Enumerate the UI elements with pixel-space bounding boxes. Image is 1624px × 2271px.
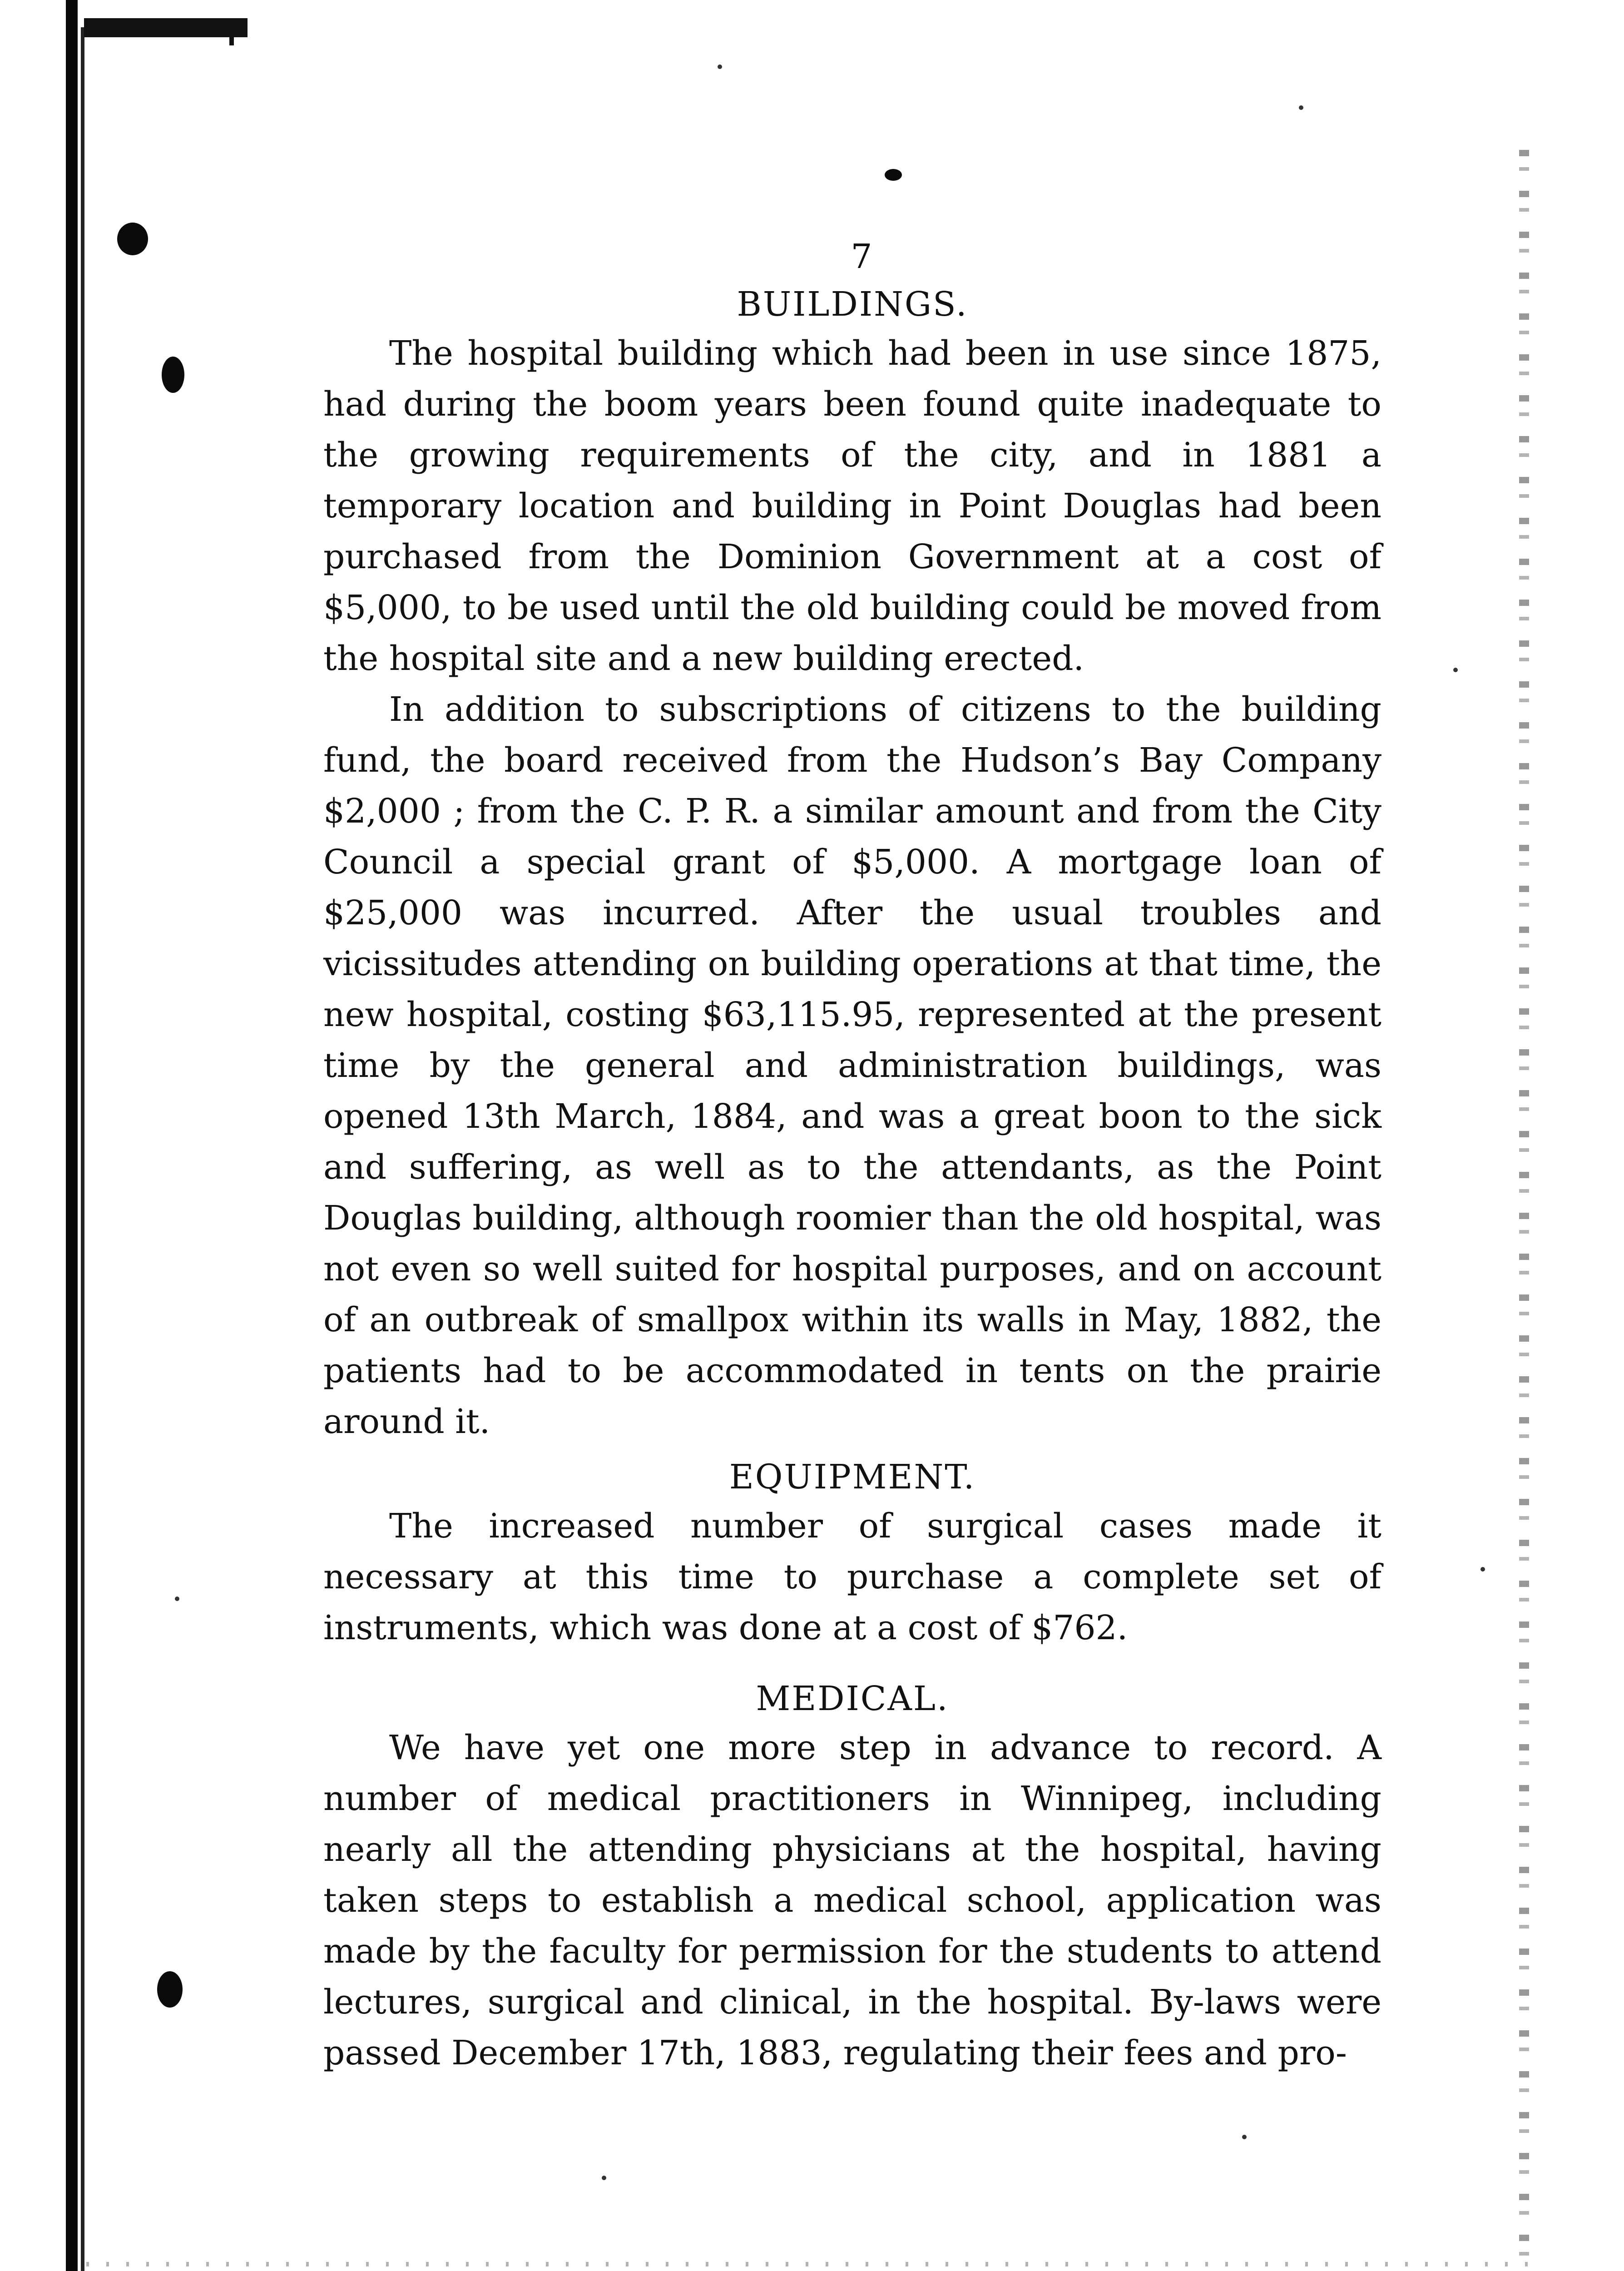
page-text-column xyxy=(323,236,1381,2078)
scan-speck xyxy=(602,2176,606,2180)
scan-speck xyxy=(1299,105,1303,110)
section-heading-medical: MEDICAL. xyxy=(756,1679,949,1718)
paragraph-medical: We have yet one more step in advance to record. A number of medical practitioners in Winnipeg, including nearly all the attending physicians at the hospital, having taken steps to establish a medical school, application was made by the faculty for permission for the students to attend lectures, surgical and clinical, in the hospital. By-laws were passed December 17th, 1883, regulating their fees and pro- xyxy=(323,1728,1381,2073)
section-heading-equipment: EQUIPMENT. xyxy=(729,1458,976,1497)
scan-spot-top xyxy=(885,169,902,181)
punch-hole-bottom xyxy=(157,1971,183,2008)
page-edge-artifact xyxy=(1519,150,1529,2271)
punch-hole-top xyxy=(117,223,148,255)
scan-speck xyxy=(1453,668,1458,672)
paragraph-equipment: The increased number of surgical cases made it necessary at this time to purchase a complete set of instruments, which was done at a cost of $762. xyxy=(323,1507,1381,1647)
page-number: 7 xyxy=(851,237,872,276)
scan-speck xyxy=(1242,2135,1247,2139)
paragraph-buildings-1: The hospital building which had been in use since 1875, had during the boom years been found quite inadequate to the growing requirements of the city, and in 1881 a temporary location and building in Point Douglas had been purchased from the Dominion Government at a cost of $5,000, to be used until the old building could be moved from the hospital site and a new building erected. xyxy=(323,334,1381,678)
section-heading-buildings: BUILDINGS. xyxy=(737,285,968,324)
scan-top-mark xyxy=(84,18,248,37)
punch-hole-middle xyxy=(162,357,184,393)
scan-speck xyxy=(718,64,722,69)
binding-edge-line xyxy=(81,27,84,2271)
scan-bottom-noise xyxy=(86,2262,1540,2266)
scan-speck xyxy=(1480,1567,1485,1572)
binding-edge-shadow xyxy=(66,0,78,2271)
scan-top-tick xyxy=(229,26,234,45)
paragraph-buildings-2: In addition to subscriptions of citizens to the building fund, the board received from the Hudson’s Bay Company $2,000 ; from the C. P. R. a similar amount and from the City Council a special grant of $5,000. A mortgage loan of $25,000 was incurred. After the usual troubles and vicissitudes attending on building operations at that time, the new hospital, costing $63,115.95, represented at the present time by the general and administration buildings, was opened 13th March, 1884, and was a great boon to the sick and suffering, as well as to the attendants, as the Point Douglas building, although roomier than the old hospital, was not even so well suited for hospital purposes, and on account of an outbreak of smallpox within its walls in May, 1882, the patients had to be accommodated in tents on the prairie around it. xyxy=(323,690,1381,1441)
scan-speck xyxy=(175,1597,179,1601)
